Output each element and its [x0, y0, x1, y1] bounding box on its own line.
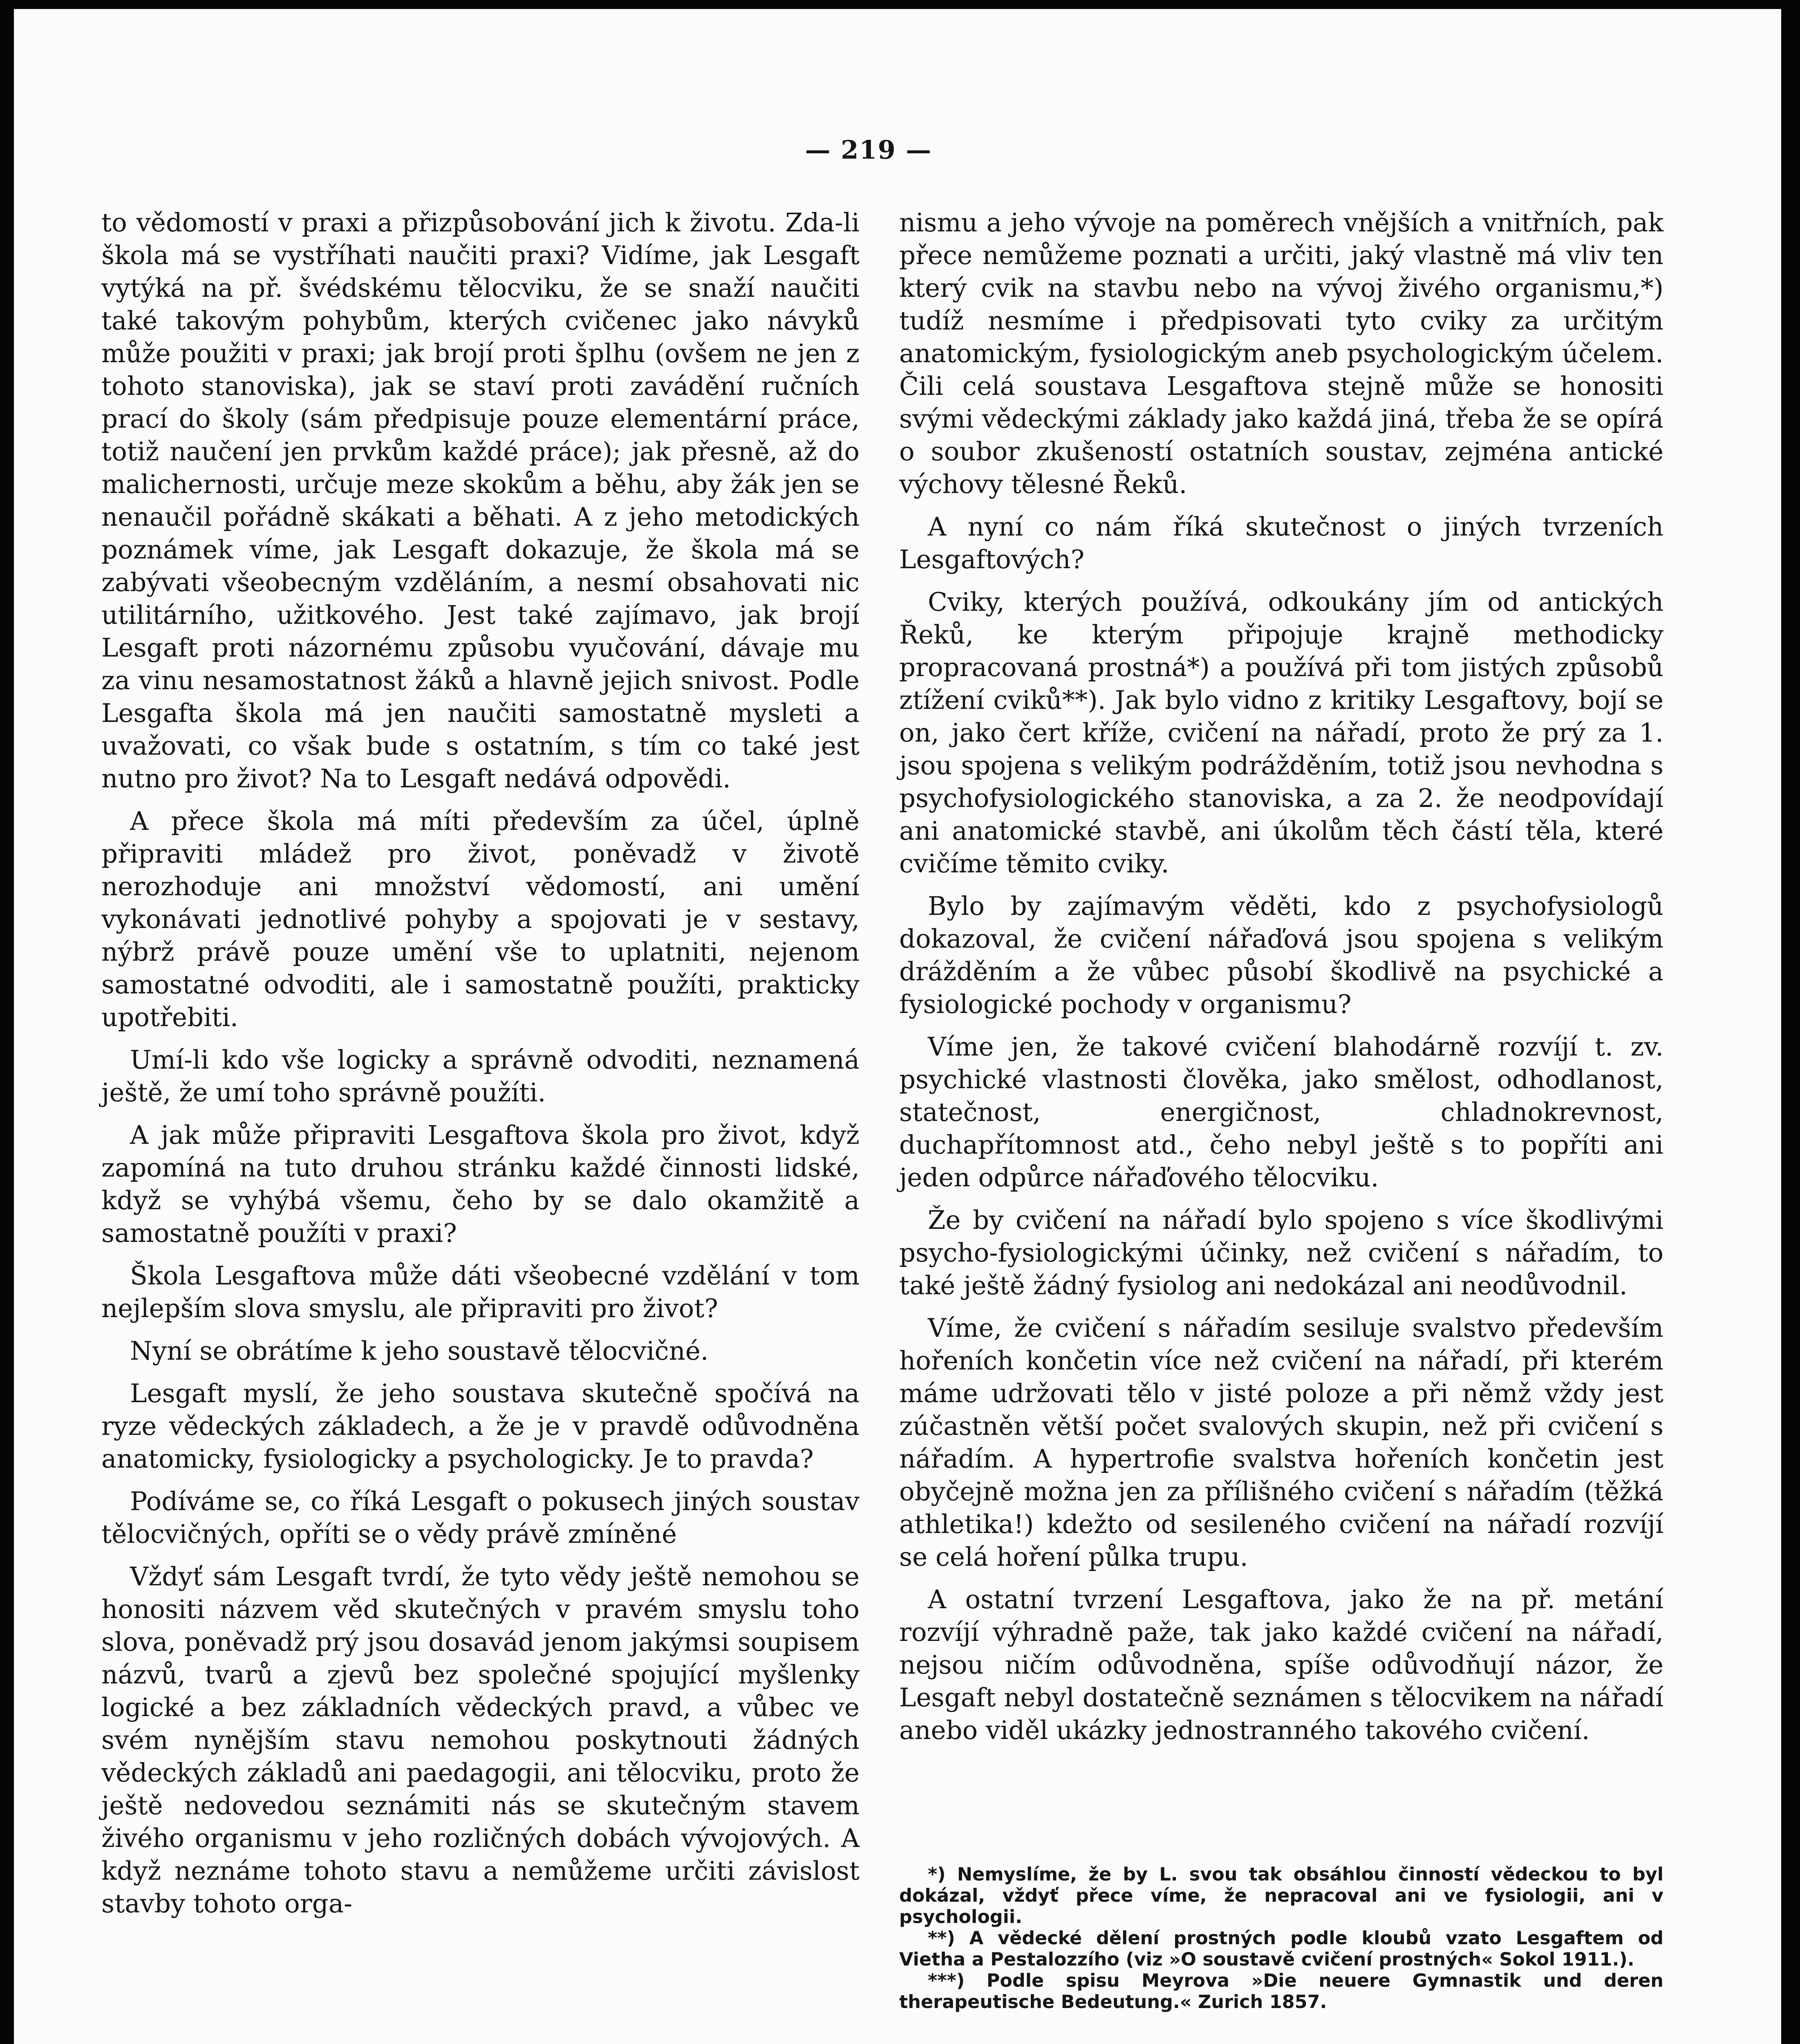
- paragraph: A nyní co nám říká skutečnost o jiných tvrzeních Lesgaftových?: [899, 512, 1663, 574]
- paragraph: Že by cvičení na nářadí bylo spojeno s více škodlivými psycho-fysiologickými účinky, než cvičení s nářadím, to také ještě žádný fysiolog ani nedokázal ani neodůvodnil.: [899, 1205, 1663, 1300]
- paragraph: Cviky, kterých používá, odkoukány jím od antických Řeků, ke kterým připojuje krajně methodicky propracovaná prostná*) a používá při tom jistých způsobů ztížení cviků**). Jak bylo vidno z kritiky Lesgaftovy, bojí se on, jako čert kříže, cvičení na nářadí, proto že prý za 1. jsou spojena s velikým podrážděním, totiž jsou nevhodna s psychofysiologického stanoviska, a za 2. že neodpovídají ani anatomické stavbě, ani úkolům těch částí těla, které cvičíme těmito cviky.: [899, 587, 1663, 879]
- left-column: [101, 206, 860, 1920]
- paragraph: Víme, že cvičení s nářadím sesiluje svalstvo především hořeních končetin více než cvičení na nářadí, při kterém máme udržovati tělo v jisté poloze a při němž vždy jest zúčastněn větší počet svalových skupin, než při cvičení s nářadím. A hypertrofie svalstva hořeních končetin jest obyčejně možna jen za přílišného cvičení s nářadím (těžká athletika!) kdežto od sesileného cvičení na nářadí rozvíjí se celá hoření půlka trupu.: [899, 1313, 1663, 1572]
- paragraph: Lesgaft myslí, že jeho soustava skutečně spočívá na ryze vědeckých základech, a že je v pravdě odůvodněna anatomicky, fysiologicky a psychologicky. Je to pravda?: [101, 1378, 860, 1474]
- paragraph: Bylo by zajímavým věděti, kdo z psychofysiologů dokazoval, že cvičení nářaďová jsou spojena s velikým drážděním a že vůbec působí škodlivě na psychické a fysiologické pochody v organismu?: [899, 891, 1663, 1019]
- paragraph: Umí-li kdo vše logicky a správně odvoditi, neznamená ještě, že umí toho správně použíti.: [101, 1045, 860, 1107]
- paragraph: nismu a jeho vývoje na poměrech vnějších a vnitřních, pak přece nemůžeme poznati a určiti, jaký vlastně má vliv ten který cvik na stavbu nebo na vývoj živého organismu,*) tudíž nesmíme i předpisovati tyto cviky za určitým anatomickým, fysiologickým aneb psychologickým účelem. Čili celá soustava Lesgaftova stejně může se honositi svými vědeckými základy jako každá jiná, třeba že se opírá o soubor zkušeností ostatních soustav, zejména antické výchovy tělesné Řeků.: [899, 208, 1663, 499]
- right-column: [899, 206, 1663, 1747]
- paragraph: Škola Lesgaftova může dáti všeobecné vzdělání v tom nejlepším slova smyslu, ale připraviti pro život?: [101, 1261, 860, 1323]
- paragraph: to vědomostí v praxi a přizpůsobování jich k životu. Zda-li škola má se vystříhati naučiti praxi? Vidíme, jak Lesgaft vytýká na př. švédskému tělocviku, že se snaží naučiti také takovým pohybům, kterých cvičenec jako návyků může použiti v praxi; jak brojí proti šplhu (ovšem ne jen z tohoto stanoviska), jak se staví proti zavádění ručních prací do školy (sám předpisuje pouze elementární práce, totiž naučení jen prvkům každé práce); jak přesně, až do malichernosti, určuje meze skokům a běhu, aby žák jen se nenaučil pořádně skákati a běhati. A z jeho metodických poznámek víme, jak Lesgaft dokazuje, že škola má se zabývati všeobecným vzděláním, a nesmí obsahovati nic utilitárního, užitkového. Jest také zajímavo, jak brojí Lesgaft proti názornému způsobu vyučování, dávaje mu za vinu nesamostatnost žáků a hlavně jejich snivost. Podle Lesgafta škola má jen naučiti samostatně mysleti a uvažovati, co však bude s ostatním, s tím co také jest nutno pro život? Na to Lesgaft nedává odpovědi.: [101, 208, 860, 793]
- footnote: ***) Podle spisu Meyrova »Die neuere Gymnastik und deren therapeutische Bedeutung.« Zurich 1857.: [899, 1970, 1663, 2013]
- footnotes: [899, 1864, 1663, 2013]
- paragraph: A přece škola má míti především za účel, úplně připraviti mládež pro život, poněvadž v životě nerozhoduje ani množství vědomostí, ani umění vykonávati jednotlivé pohyby a spojovati je v sestavy, nýbrž právě pouze umění vše to uplatniti, nejenom samostatné odvoditi, ale i samostatně použíti, prakticky upotřebiti.: [101, 806, 860, 1032]
- footnote: **) A vědecké dělení prostných podle kloubů vzato Lesgaftem od Vietha a Pestalozzího (viz »O soustavě cvičení prostných« Sokol 1911.).: [899, 1928, 1663, 1970]
- paragraph: A jak může připraviti Lesgaftova škola pro život, když zapomíná na tuto druhou stránku každé činnosti lidské, když se vyhýbá všemu, čeho by se dalo okamžitě a samostatně použíti v praxi?: [101, 1120, 860, 1248]
- footnote: *) Nemyslíme, že by L. svou tak obsáhlou činností vědeckou to byl dokázal, vždyť přece víme, že nepracoval ani ve fysiologii, ani v psychologii.: [899, 1864, 1663, 1927]
- page-number: — 219 —: [805, 135, 932, 165]
- paragraph: A ostatní tvrzení Lesgaftova, jako že na př. metání rozvíjí výhradně paže, tak jako každé cvičení na nářadí, nejsou ničím odůvodněna, spíše odůvodňují názor, že Lesgaft nebyl dostatečně seznámen s tělocvikem na nářadí anebo viděl ukázky jednostranného takového cvičení.: [899, 1585, 1663, 1745]
- paragraph: Podíváme se, co říká Lesgaft o pokusech jiných soustav tělocvičných, opříti se o vědy právě zmíněné: [101, 1486, 860, 1549]
- paragraph: Nyní se obrátíme k jeho soustavě tělocvičné.: [130, 1336, 709, 1366]
- paragraph: Víme jen, že takové cvičení blahodárně rozvíjí t. zv. psychické vlastnosti člověka, jako smělost, odhodlanost, statečnost, energičnost, chladnokrevnost, duchapřítomnost atd., čeho nebyl ještě s to popříti ani jeden odpůrce nářaďového tělocviku.: [899, 1032, 1663, 1192]
- paragraph: Vždyť sám Lesgaft tvrdí, že tyto vědy ještě nemohou se honositi názvem věd skutečných v pravém smyslu toho slova, poněvadž prý jsou dosavád jenom jakýmsi soupisem názvů, tvarů a zjevů bez společné spojující myšlenky logické a bez základních vědeckých pravd, a vůbec ve svém nynějším stavu nemohou poskytnouti žádných vědeckých základů ani paedagogii, ani tělocviku, proto že ještě nedovedou seznámiti nás se skutečným stavem živého organismu v jeho rozličných dobách vývojových. A když neznáme tohoto stavu a nemůžeme určiti závislost stavby tohoto orga-: [101, 1562, 860, 1918]
